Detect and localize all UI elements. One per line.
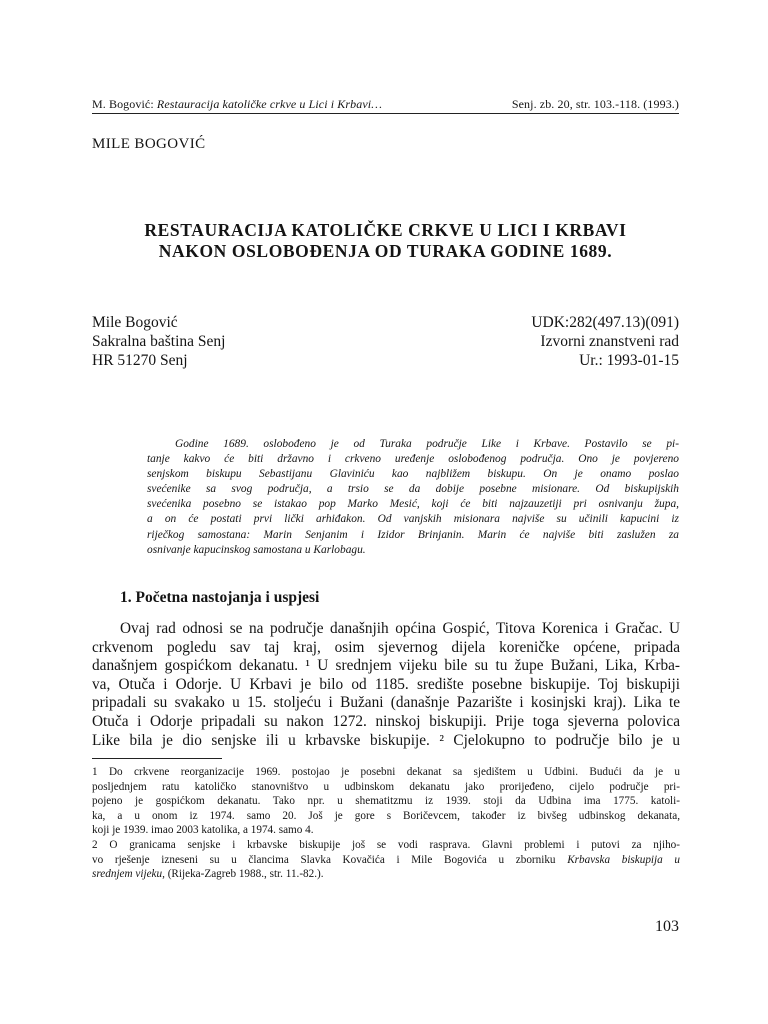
footnote-1 — [92, 765, 680, 838]
article-classification — [531, 313, 679, 370]
page-number: 103 — [655, 918, 679, 935]
article-type: Izvorni znanstveni rad — [540, 333, 679, 350]
footnote-line — [92, 867, 680, 882]
udk-code: UDK:282(497.13)(091) — [531, 314, 679, 331]
running-head-rule — [92, 113, 679, 114]
body-line: Otuča i Odorje pripadali su nakon 1272. ninskoj biskupiji. Prije toga sjeverna polovica — [92, 712, 680, 730]
footnote-line: 2 O granicama senjske i krbavske biskupije još se vodi rasprava. Glavni problemi i putovi za njiho- — [92, 839, 680, 851]
body-line: Ovaj rad odnosi se na područje današnjih općina Gospić, Titova Korenica i Gračac. U — [120, 620, 680, 637]
body-line: Like bila je dio senjske ili u krbavske biskupije. ² Cjelokupno to područje bilo je u — [92, 731, 680, 749]
footnote-line: koji je 1939. imao 2003 katolika, a 1974. samo 4. — [92, 824, 314, 837]
affiliation-name: Mile Bogović — [92, 314, 178, 331]
footnote-line: ka, a u onom iz 1974. samo 20. Još je gore s Boričevcem, također iz bivšeg udbinskog dekanata, — [92, 809, 680, 822]
footnote-line: posljednjem ratu katoličko stanovništvo u udbinskom dekanatu jako prorijeđeno, cijelo područje pri- — [92, 780, 680, 793]
body-line: va, Otuča i Odorje. U Krbavi je bilo od 1185. središte posebne biskupije. Toj biskupiji — [92, 675, 680, 693]
running-head-right: Senj. zb. 20, str. 103.-118. (1993.) — [511, 97, 679, 111]
footnote-book-title-cont: srednjem vijeku, — [92, 868, 165, 881]
received-date: Ur.: 1993-01-15 — [579, 352, 679, 369]
running-head-author: M. Bogović: — [92, 97, 154, 111]
article-title-line-1: RESTAURACIJA KATOLIČKE CRKVE U LICI I KRBAVI — [144, 220, 627, 240]
affiliation-city: HR 51270 Senj — [92, 352, 188, 369]
abstract-line: svećenike sa svog područja, a trsio se da dobije posebne misionare. Od biskupijskih — [147, 483, 679, 496]
abstract-line: tanje kakvo će biti državno i crkveno uređenje oslobođenog područja. Ono je povjereno — [147, 453, 679, 466]
abstract-line: svećenika posebno se istakao pop Marko Mesić, koji će biti najzauzetiji pri osnivanju župa, — [147, 498, 679, 511]
body-line: pripadali su svakako u 15. stoljeću i Bužani (današnje Pazarište i kosinjski kraj). Lika te — [92, 694, 680, 712]
footnote-text: vo rješenje izneseni su u člancima Slavka Kovačića i Mile Bogovića u zborniku — [92, 853, 568, 866]
abstract — [147, 437, 679, 558]
author-name-top: MILE BOGOVIĆ — [92, 136, 206, 152]
article-title-line-2: NAKON OSLOBOĐENJA OD TURAKA GODINE 1689. — [158, 241, 613, 261]
footnote-citation: (Rijeka-Zagreb 1988., str. 11.-82.). — [164, 868, 324, 881]
body-line: crkvenom pogledu sav taj kraj, osim sjevernog dijela koreničke općene, pripada — [92, 638, 680, 656]
abstract-line: senjskom biskupu Sebastijanu Glaviniću kao najbližem biskupu. On je onamo poslao — [147, 468, 679, 481]
footnote-line: pojeno je gospićkom dekanatu. Tako npr. u shematitzmu iz 1939. stoji da Udbina ima 1775. katoli- — [92, 795, 680, 808]
affiliation-institution: Sakralna baština Senj — [92, 333, 226, 350]
running-head-title: Restauracija katoličke crkve u Lici i Krbavi… — [156, 97, 383, 111]
footnote-rule — [92, 758, 222, 759]
body-line: današnjem gospićkom dekanatu. ¹ U srednjem vijeku bile su tu župe Bužani, Lika, Krba- — [92, 657, 680, 675]
footnote-2 — [92, 838, 680, 882]
footnote-line: 1 Do crkvene reorganizacije 1969. postojao je posebni dekanat sa sjedištem u Udbini. Budući da je u — [92, 766, 680, 778]
abstract-line: osnivanje kapucinskog samostana u Karlobagu. — [147, 543, 366, 556]
section-heading: 1. Početna nastojanja i uspjesi — [120, 589, 320, 606]
abstract-line: a on će postati prvi lički arhiđakon. Od vanjskih misionara najviše su učinili kapucini iz — [147, 513, 679, 526]
abstract-line: Godine 1689. oslobođeno je od Turaka područje Like i Krbave. Postavilo se pi- — [175, 438, 679, 450]
body-paragraph — [92, 620, 680, 750]
footnote-book-title: Krbavska biskupija u — [567, 853, 680, 866]
running-head-left — [92, 97, 382, 112]
author-affiliation — [92, 313, 225, 370]
abstract-line: riječkog samostana: Marin Senjanim i Izidor Brinjanin. Marin će najviše biti zaslužen za — [147, 528, 679, 541]
footnote-line — [92, 853, 680, 868]
